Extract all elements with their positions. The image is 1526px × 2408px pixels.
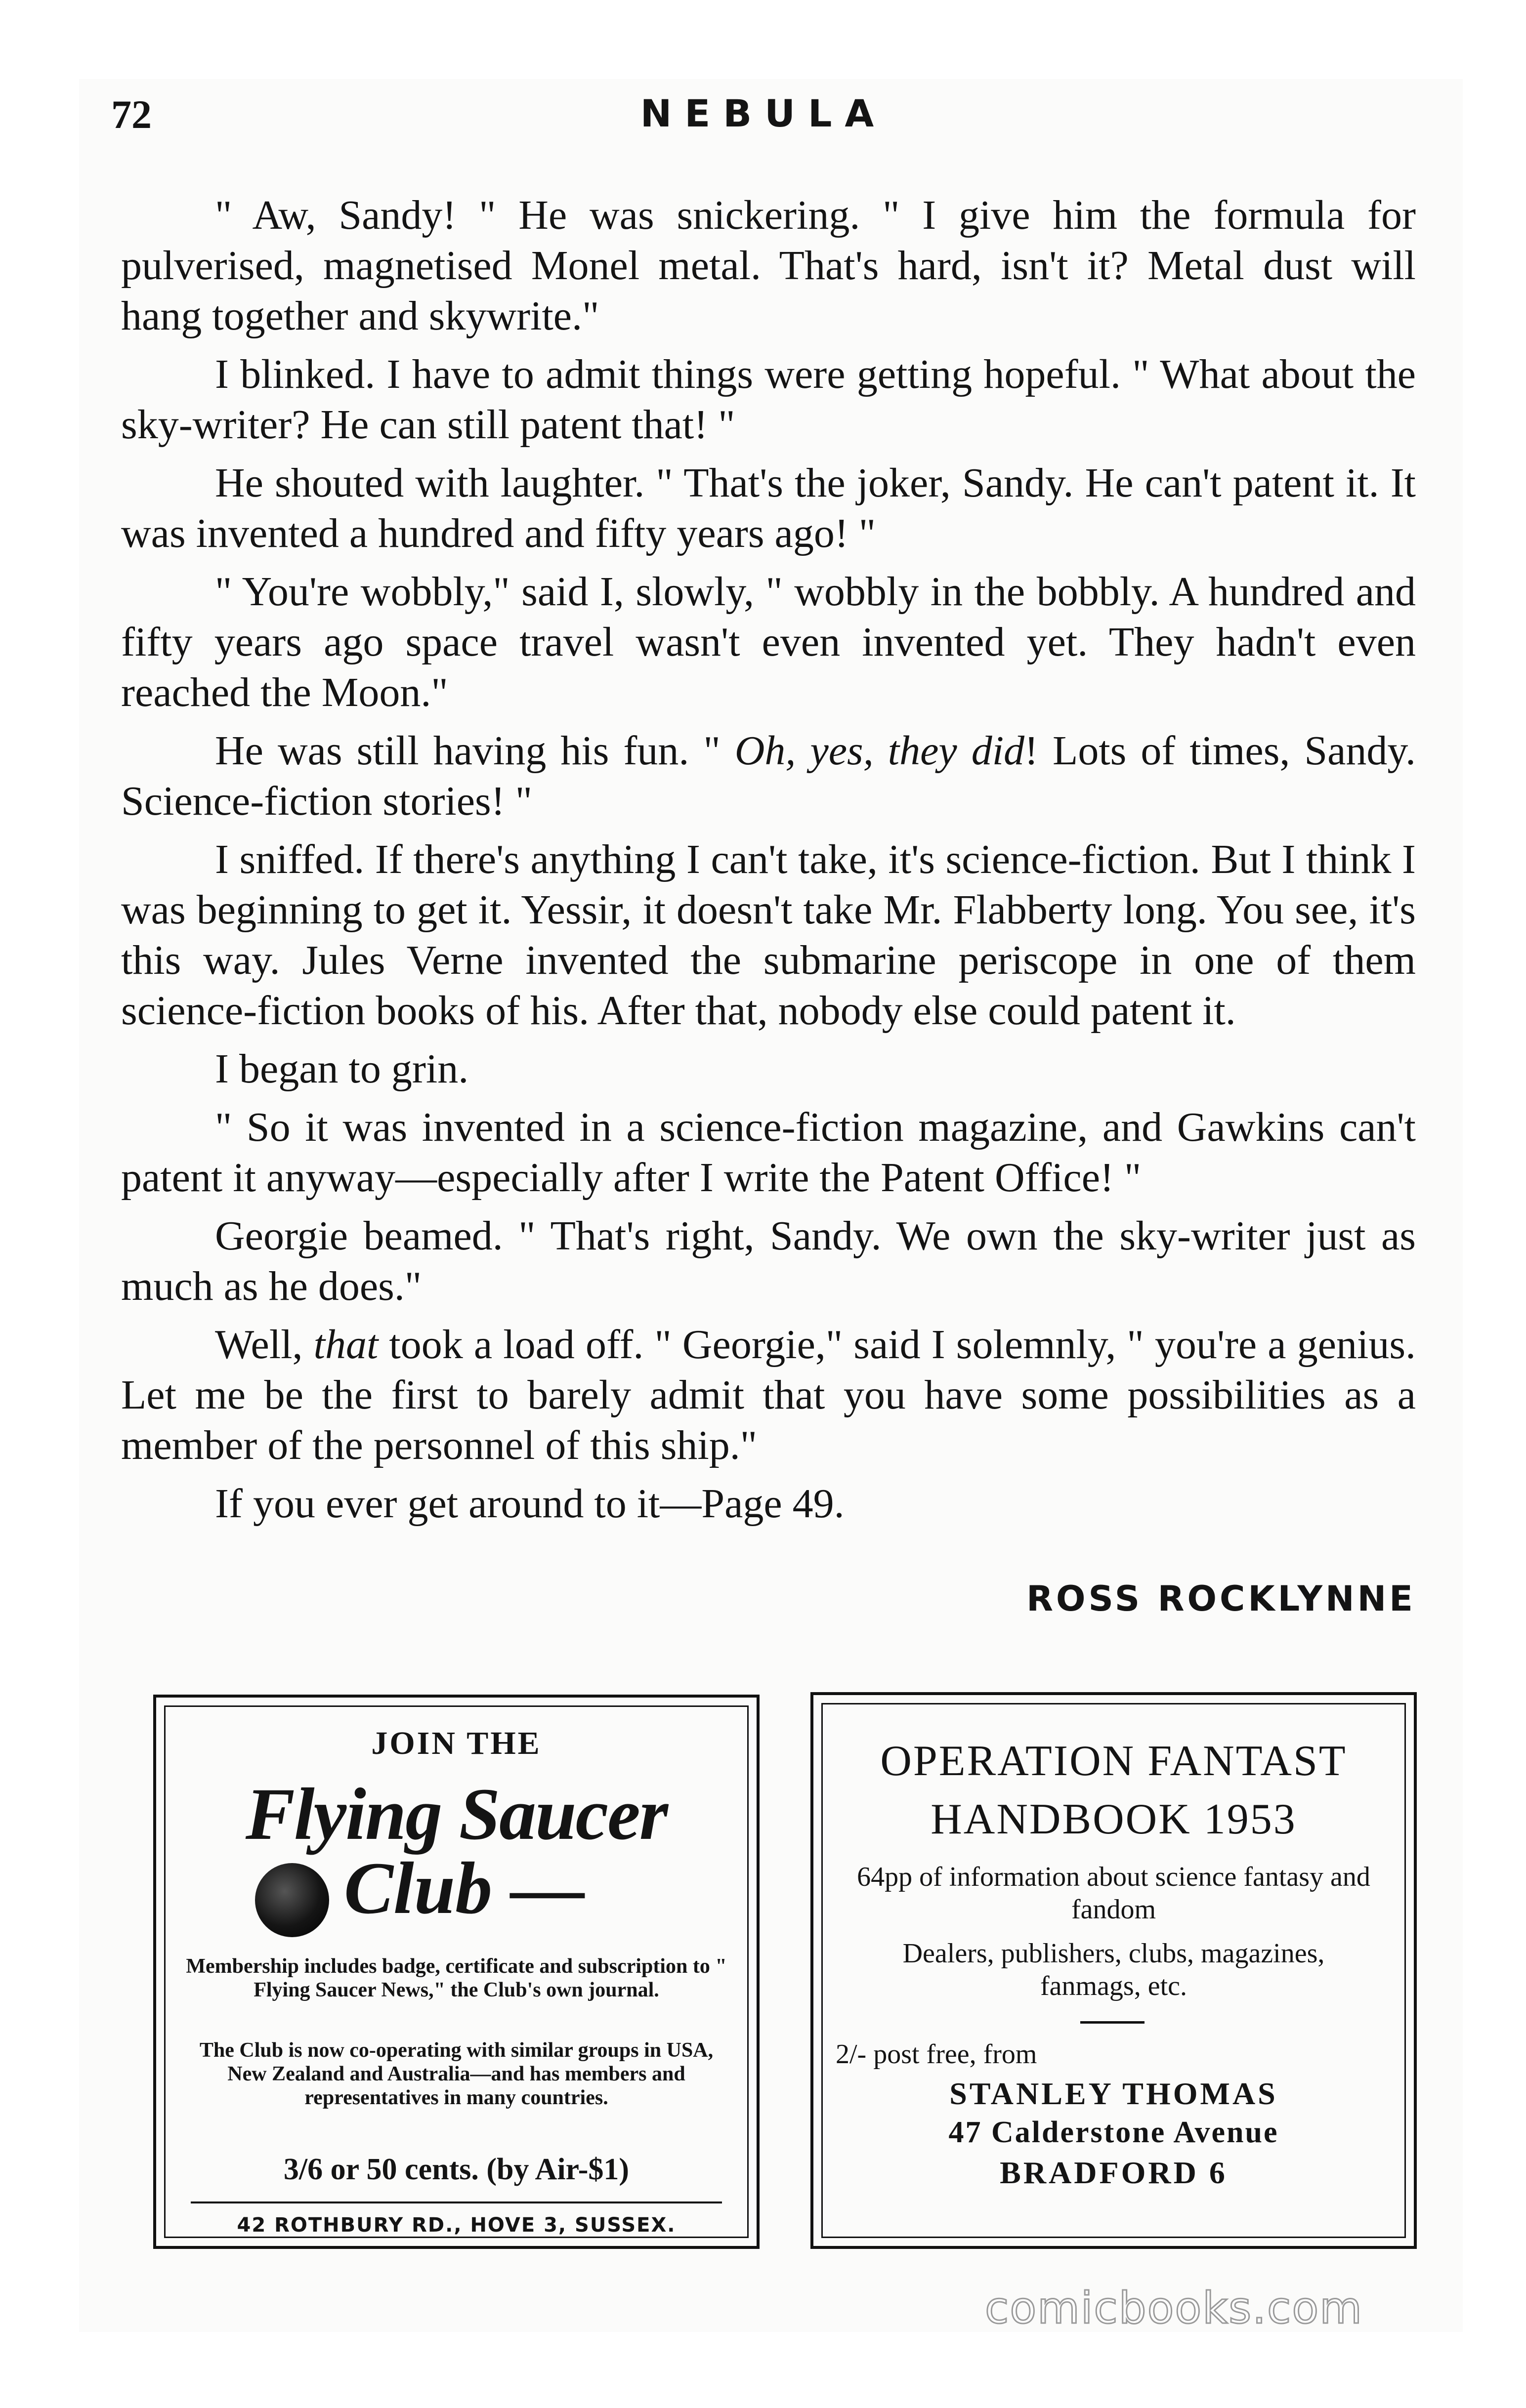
text-run: ! Lots of times, Sandy. Science-fiction stories! " [121,728,1416,824]
ad-title-line: OPERATION FANTAST [880,1737,1347,1785]
page-number: 72 [111,92,152,137]
paragraph: Georgie beamed. " That's right, Sandy. We own the sky-writer just as much as he does." [121,1213,1416,1309]
ad-heading: JOIN THE [371,1725,542,1761]
italic-text: Oh, yes, they did [734,728,1025,774]
ad-title-club: Club — [344,1847,585,1929]
seller-street: 47 Calderstone Avenue [948,2116,1279,2149]
paragraph: I sniffed. If there's anything I can't take, it's science-fiction. But I think I was beginning to get it. Yessir, it doesn't take Mr. Flabberty long. You see, it's this way. Jules Verne invented the submarine periscope in one of them science-fiction books of his. After that, nobody else could patent it. [121,836,1416,1034]
saucer-icon [255,1863,329,1937]
paragraph: " Aw, Sandy! " He was snickering. " I give him the formula for pulverised, magnetised Monel metal. That's hard, isn't it? Metal dust will hang together and skywrite." [121,192,1416,339]
text-run: He was still having his fun. " [215,728,735,774]
italic-text: that [313,1322,379,1368]
paragraph: He shouted with laughter. " That's the joker, Sandy. He can't patent it. It was invented a hundred and fifty years ago! " [121,460,1416,556]
ad-title-line: HANDBOOK 1953 [931,1795,1297,1843]
page-header [111,91,1416,151]
author-byline: ROSS ROCKLYNNE [1026,1578,1416,1619]
membership-text: Membership includes badge, certificate and subscription to " Flying Saucer News," the Club's own journal. [186,1955,727,2001]
contents-text: Dealers, publishers, clubs, magazines, fanmags, etc. [902,1938,1325,2001]
paragraph [121,726,1416,827]
ad-title [813,1732,1414,1849]
price-text: 3/6 or 50 cents. (by Air-$1) [283,2153,630,2186]
paragraph: If you ever get around to it—Page 49. [215,1481,845,1527]
divider [1080,2021,1144,2024]
operation-fantast-ad [810,1692,1417,2249]
ad-title: Flying Saucer [245,1773,668,1855]
paragraph: " You're wobbly," said I, slowly, " wobbly in the bobbly. A hundred and fifty years ago space travel wasn't even invented yet. They hadn't even reached the Moon." [121,569,1416,715]
paragraph [121,1320,1416,1471]
seller-name: STANLEY THOMAS [949,2076,1278,2111]
text-run: took a load off. " Georgie," said I solemnly, " you're a genius. Let me be the first to barely admit that you have some possibilities as a member of the personnel of this ship." [121,1322,1416,1468]
paragraph: " So it was invented in a science-fiction magazine, and Gawkins can't patent it anyway—especially after I write the Patent Office! " [121,1104,1416,1201]
running-head: NEBULA [640,91,887,135]
price-text: 2/- post free, from [836,2039,1037,2070]
address-text: 42 ROTHBURY RD., HOVE 3, SUSSEX. [237,2214,676,2237]
paragraph: I began to grin. [215,1046,469,1092]
description-text: 64pp of information about science fantasy and fandom [857,1862,1370,1925]
paragraph: I blinked. I have to admit things were getting hopeful. " What about the sky-writer? He can still patent that! " [121,351,1416,448]
cooperation-text: The Club is now co-operating with similar groups in USA, New Zealand and Australia—and has members and representatives in many countries. [199,2039,714,2109]
watermark: comicbooks.com [984,2283,1363,2333]
flying-saucer-club-ad [153,1695,760,2249]
divider [191,2201,722,2203]
story-text [121,190,1416,1537]
seller-city: BRADFORD 6 [1000,2155,1228,2190]
text-run: Well, [215,1322,314,1368]
